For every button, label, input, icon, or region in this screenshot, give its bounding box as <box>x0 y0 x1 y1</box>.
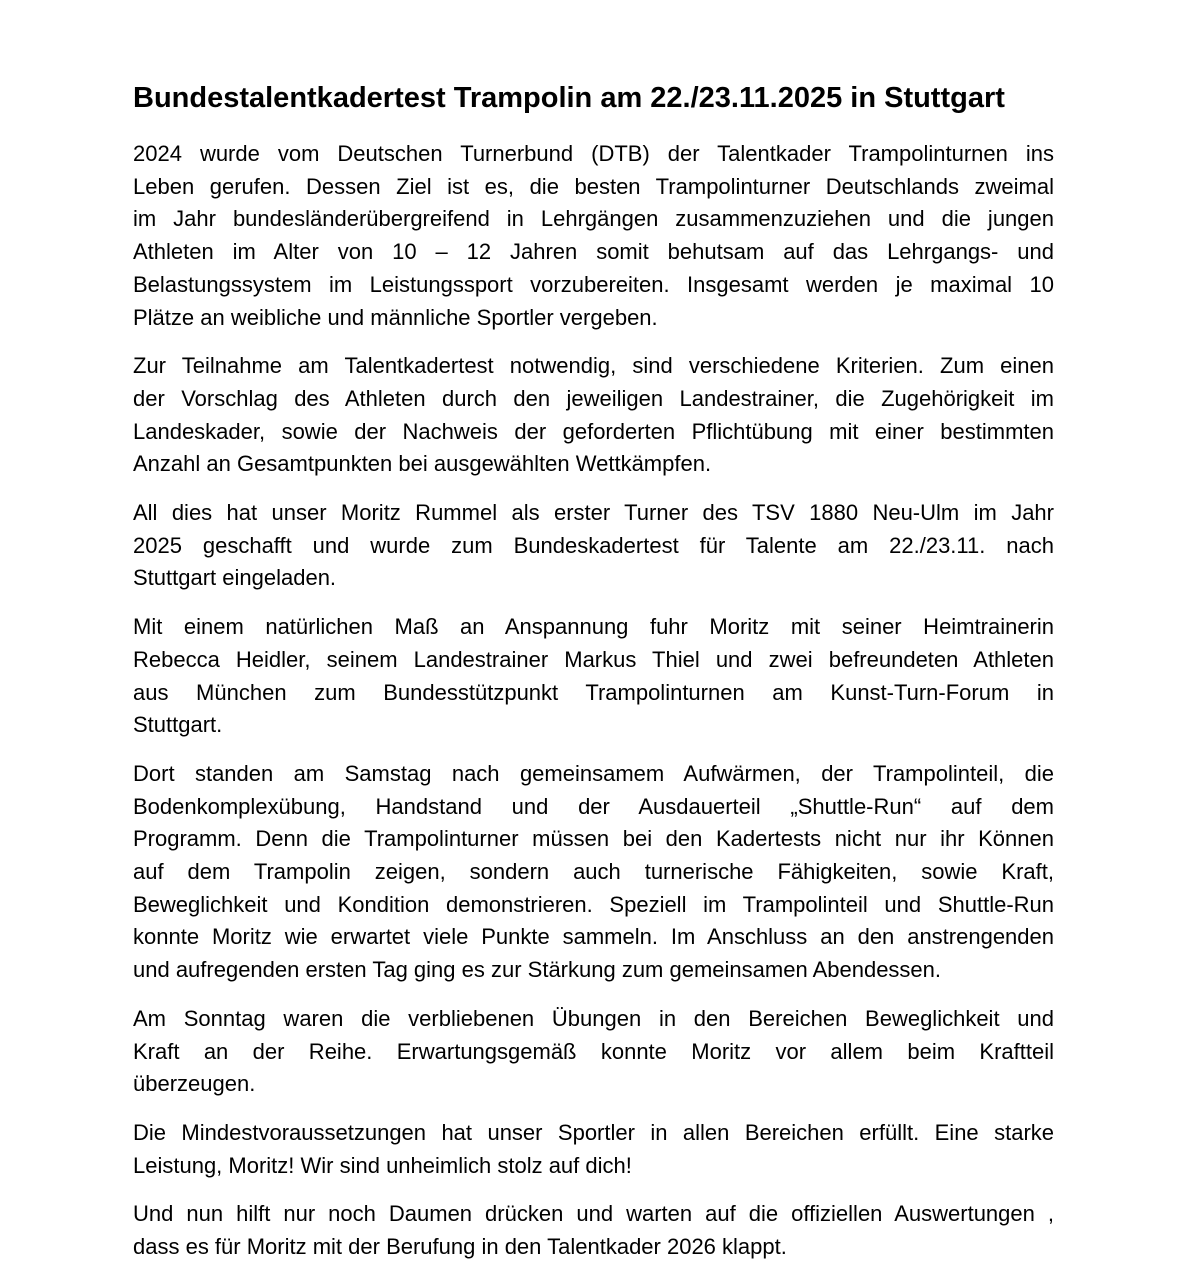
paragraph-line: Zur Teilnahme am Talentkadertest notwendig, sind verschiedene Kriterien. Zum einen <box>133 353 1054 379</box>
paragraph-line: All dies hat unser Moritz Rummel als erster Turner des TSV 1880 Neu-Ulm im Jahr <box>133 500 1054 526</box>
paragraph-line: Athleten im Alter von 10 – 12 Jahren somit behutsam auf das Lehrgangs- und <box>133 239 1054 265</box>
paragraph-line: Und nun hilft nur noch Daumen drücken und warten auf die offiziellen Auswertungen , <box>133 1201 1054 1227</box>
paragraph <box>133 758 1054 987</box>
paragraph-line: Stuttgart. <box>133 712 223 738</box>
paragraph-line: aus München zum Bundesstützpunkt Trampolinturnen am Kunst-Turn-Forum in <box>133 679 1054 705</box>
paragraph <box>133 1198 1054 1263</box>
paragraph-line: dass es für Moritz mit der Berufung in den Talentkader 2026 klappt. <box>133 1234 787 1260</box>
paragraph-line: Beweglichkeit und Kondition demonstrieren. Speziell im Trampolinteil und Shuttle-Run <box>133 891 1054 917</box>
paragraph-line: Rebecca Heidler, seinem Landestrainer Markus Thiel und zwei befreundeten Athleten <box>133 646 1054 672</box>
paragraph-line: Die Mindestvoraussetzungen hat unser Sportler in allen Bereichen erfüllt. Eine starke <box>133 1119 1054 1145</box>
paragraph-line: 2024 wurde vom Deutschen Turnerbund (DTB) der Talentkader Trampolinturnen ins <box>133 141 1054 166</box>
paragraph <box>133 1117 1054 1182</box>
paragraph-line: Am Sonntag waren die verbliebenen Übungen in den Bereichen Beweglichkeit und <box>133 1005 1054 1031</box>
paragraph <box>133 497 1054 595</box>
paragraph-line: Plätze an weibliche und männliche Sportler vergeben. <box>133 304 658 330</box>
paragraph <box>133 1003 1054 1101</box>
paragraph-line: Stuttgart eingeladen. <box>133 565 337 591</box>
paragraph-line: Programm. Denn die Trampolinturner müssen bei den Kadertests nicht nur ihr Können <box>133 826 1054 852</box>
paragraph-line: im Jahr bundesländerübergreifend in Lehrgängen zusammenzuziehen und die jungen <box>133 206 1054 232</box>
paragraph-line: 2025 geschafft und wurde zum Bundeskadertest für Talente am 22./23.11. nach <box>133 532 1054 558</box>
paragraph-line: Kraft an der Reihe. Erwartungsgemäß konnte Moritz vor allem beim Kraftteil <box>133 1038 1054 1064</box>
paragraph-line: überzeugen. <box>133 1071 256 1097</box>
paragraph-line: Dort standen am Samstag nach gemeinsamem Aufwärmen, der Trampolinteil, die <box>133 760 1054 786</box>
paragraph <box>133 138 1054 334</box>
paragraph-line: Mit einem natürlichen Maß an Anspannung fuhr Moritz mit seiner Heimtrainerin <box>133 614 1054 640</box>
paragraph-line: Leben gerufen. Dessen Ziel ist es, die besten Trampolinturner Deutschlands zweimal <box>133 173 1054 199</box>
paragraph <box>133 350 1054 481</box>
document-body <box>133 138 1054 1264</box>
paragraph-line: und aufregenden ersten Tag ging es zur Stärkung zum gemeinsamen Abendessen. <box>133 957 942 983</box>
paragraph-line: der Vorschlag des Athleten durch den jeweiligen Landestrainer, die Zugehörigkeit im <box>133 385 1054 411</box>
paragraph-line: Leistung, Moritz! Wir sind unheimlich stolz auf dich! <box>133 1152 632 1178</box>
paragraph-line: konnte Moritz wie erwartet viele Punkte sammeln. Im Anschluss an den anstrengenden <box>133 924 1054 950</box>
document-content <box>133 82 1054 1264</box>
paragraph-line: Landeskader, sowie der Nachweis der geforderten Pflichtübung mit einer bestimmten <box>133 418 1054 444</box>
paragraph <box>133 611 1054 742</box>
document-title: Bundestalentkadertest Trampolin am 22./23.11.2025 in Stuttgart <box>133 82 1005 114</box>
paragraph-line: Belastungssystem im Leistungssport vorzubereiten. Insgesamt werden je maximal 10 <box>133 271 1054 297</box>
paragraph-line: auf dem Trampolin zeigen, sondern auch turnerische Fähigkeiten, sowie Kraft, <box>133 859 1054 885</box>
paragraph-line: Anzahl an Gesamtpunkten bei ausgewählten Wettkämpfen. <box>133 451 712 477</box>
paragraph-line: Bodenkomplexübung, Handstand und der Ausdauerteil „Shuttle-Run“ auf dem <box>133 793 1054 819</box>
